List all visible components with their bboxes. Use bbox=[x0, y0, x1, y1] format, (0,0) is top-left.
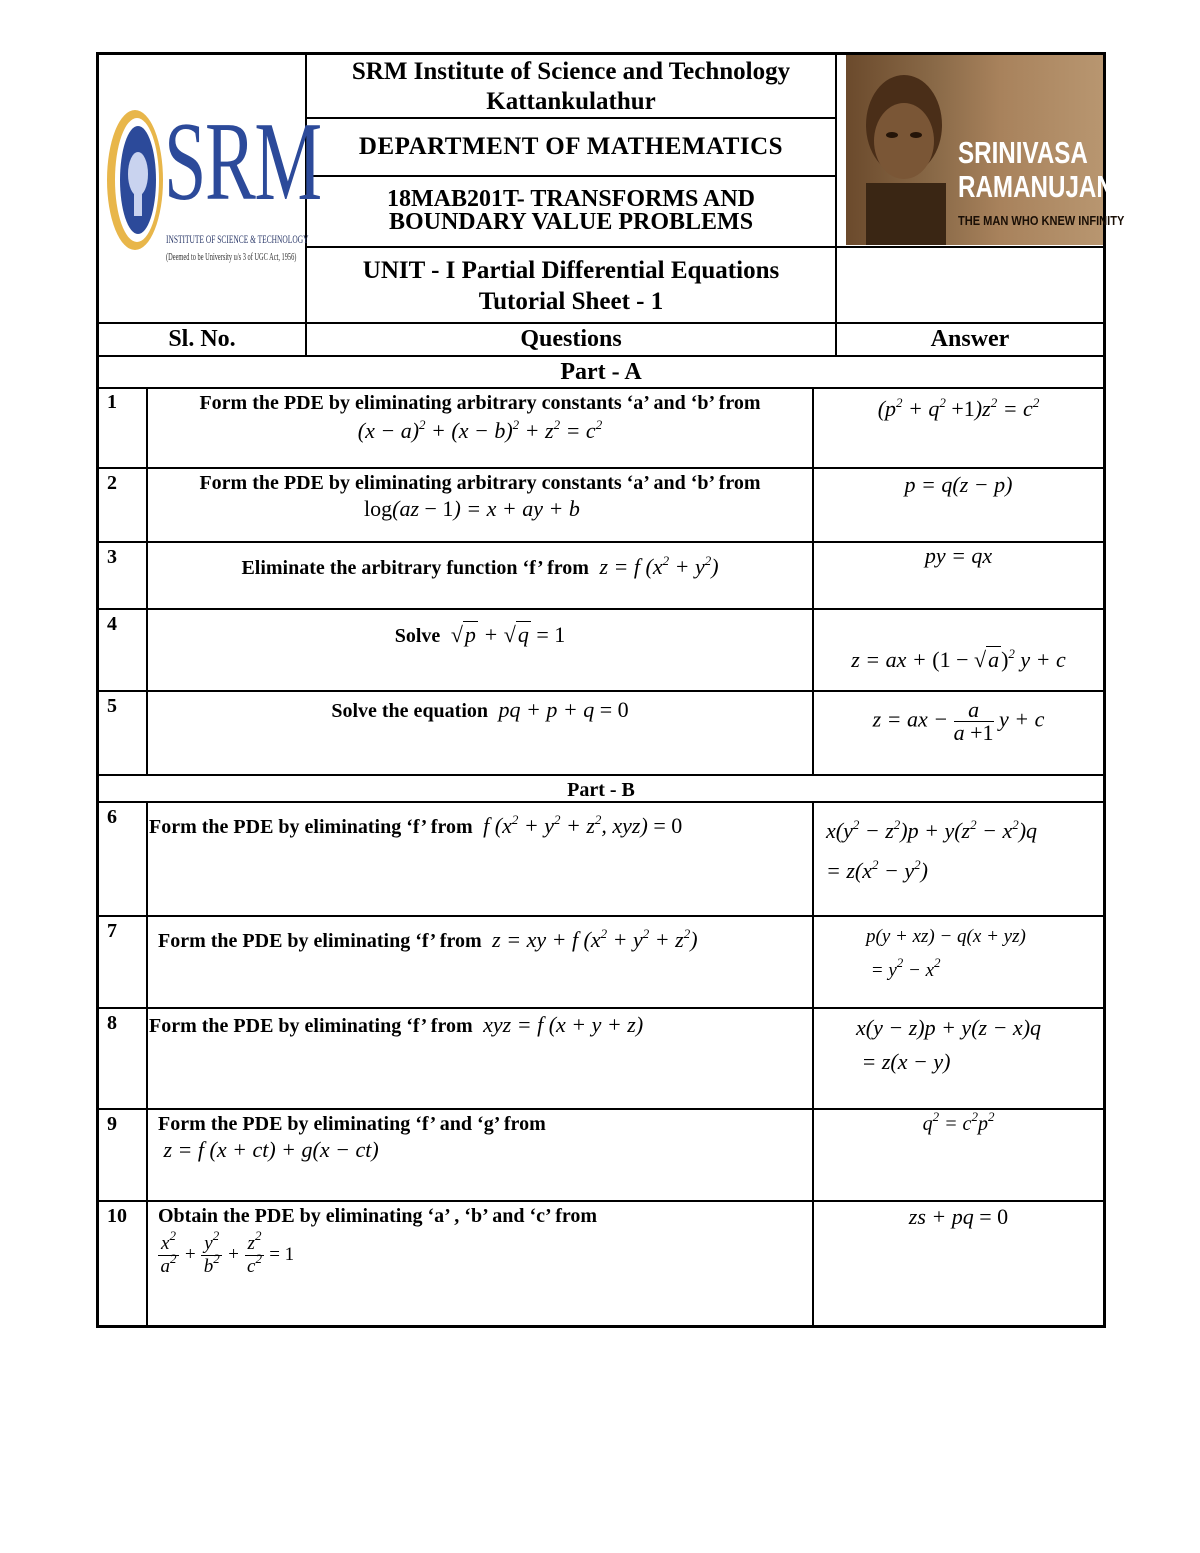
question-text bbox=[148, 554, 812, 581]
question-label: Form the PDE by eliminating ‘f’ from bbox=[158, 930, 482, 952]
question-text bbox=[158, 927, 810, 954]
body-divider-v1b bbox=[146, 801, 148, 1326]
question-label: Solve bbox=[394, 625, 441, 647]
header-divider-h2 bbox=[305, 175, 836, 177]
answer-formula: $q^2 = c^2p^2$ bbox=[922, 1109, 995, 1135]
question-formula: log(az − 1) = x + ay + b bbox=[364, 496, 580, 521]
question-label: Form the PDE by eliminating arbitrary constants ‘a’ and ‘b’ from bbox=[199, 392, 761, 414]
question-text bbox=[158, 1203, 810, 1278]
answer-formula: p = q(z − p) bbox=[904, 472, 1013, 497]
answer-line: = $z(x^2 - y^2)$ bbox=[826, 857, 928, 883]
row-line bbox=[96, 1007, 1106, 1009]
question-text bbox=[149, 1012, 811, 1039]
answer-line: p(y + xz) − q(x + yz) bbox=[866, 926, 1026, 947]
column-header-answer: Answer bbox=[930, 326, 1010, 352]
column-header-questions: Questions bbox=[520, 326, 622, 352]
question-text bbox=[148, 697, 812, 724]
institute-name bbox=[307, 57, 835, 117]
answer-line: $x(y^2 - z^2)p + y(z^2 - x^2)q$ bbox=[826, 817, 1038, 843]
body-divider-v2b bbox=[812, 801, 814, 1326]
course-line-1: 18MAB201T- TRANSFORMS AND bbox=[386, 186, 756, 212]
row-number: 2 bbox=[107, 472, 117, 494]
row-number: 3 bbox=[107, 546, 117, 568]
portrait-icon bbox=[846, 55, 966, 245]
unit-title bbox=[307, 255, 835, 317]
row-line bbox=[96, 608, 1106, 610]
row-line bbox=[96, 690, 1106, 692]
question-text bbox=[149, 813, 811, 840]
course-line-2: BOUNDARY VALUE PROBLEMS bbox=[388, 209, 754, 235]
header-divider-h5 bbox=[96, 355, 1106, 357]
srm-wordmark: SRM bbox=[164, 100, 321, 224]
question-formula: pq + p + q = 0 bbox=[493, 697, 629, 722]
answer-line: x(y − z)p + y(z − x)q bbox=[856, 1015, 1042, 1040]
part-b-title: Part - B bbox=[567, 779, 635, 801]
row-line bbox=[96, 1200, 1106, 1202]
srm-logo bbox=[106, 100, 321, 273]
row-number: 6 bbox=[107, 806, 117, 828]
header-divider-v2 bbox=[835, 52, 837, 356]
part-a-divider bbox=[96, 387, 1106, 389]
row-number: 9 bbox=[107, 1113, 117, 1135]
answer-formula: py = qx bbox=[924, 543, 993, 568]
table-border-bottom bbox=[96, 1325, 1106, 1328]
row-number: 10 bbox=[107, 1205, 127, 1227]
institute-line-1: SRM Institute of Science and Technology bbox=[351, 58, 791, 85]
question-formula: z = xy + f $(x^2 + y^2 + z^2)$ bbox=[486, 926, 698, 952]
course-title bbox=[307, 188, 835, 234]
srm-tagline-2: (Deemed to be University u/s 3 of UGC Act, 1956) bbox=[166, 251, 297, 263]
question-label: Eliminate the arbitrary function ‘f’ from bbox=[241, 557, 589, 579]
question-formula: z = f (x + ct) + g(x − ct) bbox=[158, 1137, 379, 1162]
question-formula: $\frac{x^2}{a^2}$ + $\frac{y^2}{b^2}$ + $\frac{z^2}{c^2}$ = 1 bbox=[158, 1233, 810, 1278]
ramanujan-banner bbox=[846, 55, 1125, 245]
unit-line-2: Tutorial Sheet - 1 bbox=[478, 288, 664, 315]
department-title: DEPARTMENT OF MATHEMATICS bbox=[358, 133, 784, 160]
question-label: Form the PDE by eliminating ‘f’ from bbox=[149, 1015, 473, 1037]
banner-title-1: SRINIVASA bbox=[958, 135, 1088, 170]
question-formula: $(x - a)^2 + (x - b)^2 + z^2 = c^2$ bbox=[357, 417, 603, 443]
question-formula: f ($x^2 + y^2 + z^2$, xyz) = 0 bbox=[477, 812, 683, 838]
row-line bbox=[96, 1108, 1106, 1110]
answer-formula bbox=[826, 811, 1103, 891]
question-formula: z = f $(x^2 + y^2)$ bbox=[593, 553, 719, 579]
question-text bbox=[148, 622, 812, 649]
question-text bbox=[158, 1111, 810, 1163]
row-number: 5 bbox=[107, 695, 117, 717]
srm-tagline-1: INSTITUTE OF SCIENCE & TECHNOLOGY bbox=[166, 232, 309, 246]
question-formula: xyz = f (x + y + z) bbox=[477, 1012, 644, 1037]
part-a-title: Part - A bbox=[560, 359, 642, 385]
question-label: Obtain the PDE by eliminating ‘a’ , ‘b’ and ‘c’ from bbox=[158, 1205, 598, 1227]
answer-formula: $(p^2 + q^2 +1)z^2 = c^2$ bbox=[877, 395, 1040, 421]
row-number: 4 bbox=[107, 613, 117, 635]
question-label: Form the PDE by eliminating arbitrary constants ‘a’ and ‘b’ from bbox=[199, 472, 761, 494]
header-divider-h4 bbox=[96, 322, 1106, 324]
question-label: Solve the equation bbox=[331, 700, 489, 722]
row-number: 8 bbox=[107, 1012, 117, 1034]
question-formula: √p + √q = 1 bbox=[450, 622, 566, 647]
banner-title-2: RAMANUJAN bbox=[958, 169, 1114, 204]
question-label: Form the PDE by eliminating ‘f’ and ‘g’ from bbox=[158, 1113, 546, 1135]
banner-subtitle: THE MAN WHO KNEW INFINITY bbox=[958, 213, 1125, 228]
row-line bbox=[96, 774, 1106, 776]
answer-formula bbox=[866, 920, 1103, 988]
row-number: 7 bbox=[107, 920, 117, 942]
row-line bbox=[96, 467, 1106, 469]
question-label: Form the PDE by eliminating ‘f’ from bbox=[149, 816, 473, 838]
question-text bbox=[148, 470, 812, 522]
answer-formula: z = ax − $\frac{a}{a +1}$ y + c bbox=[872, 697, 1045, 745]
answer-formula: zs + pq = 0 bbox=[908, 1204, 1009, 1229]
institute-line-2: Kattankulathur bbox=[486, 88, 656, 115]
answer-line: = $y^2 - x^2$ bbox=[866, 955, 941, 981]
row-line bbox=[96, 915, 1106, 917]
unit-line-1: UNIT - I Partial Differential Equations bbox=[362, 257, 780, 284]
header-divider-h1 bbox=[305, 117, 836, 119]
question-text bbox=[148, 390, 812, 444]
answer-formula: z = ax + $(1 - √a)^2$ y + c bbox=[851, 646, 1066, 672]
answer-formula bbox=[856, 1011, 1103, 1079]
column-header-no: Sl. No. bbox=[168, 326, 236, 352]
header-divider-h3 bbox=[305, 246, 1105, 248]
answer-line: = z(x − y) bbox=[856, 1049, 951, 1074]
row-number: 1 bbox=[107, 391, 117, 413]
